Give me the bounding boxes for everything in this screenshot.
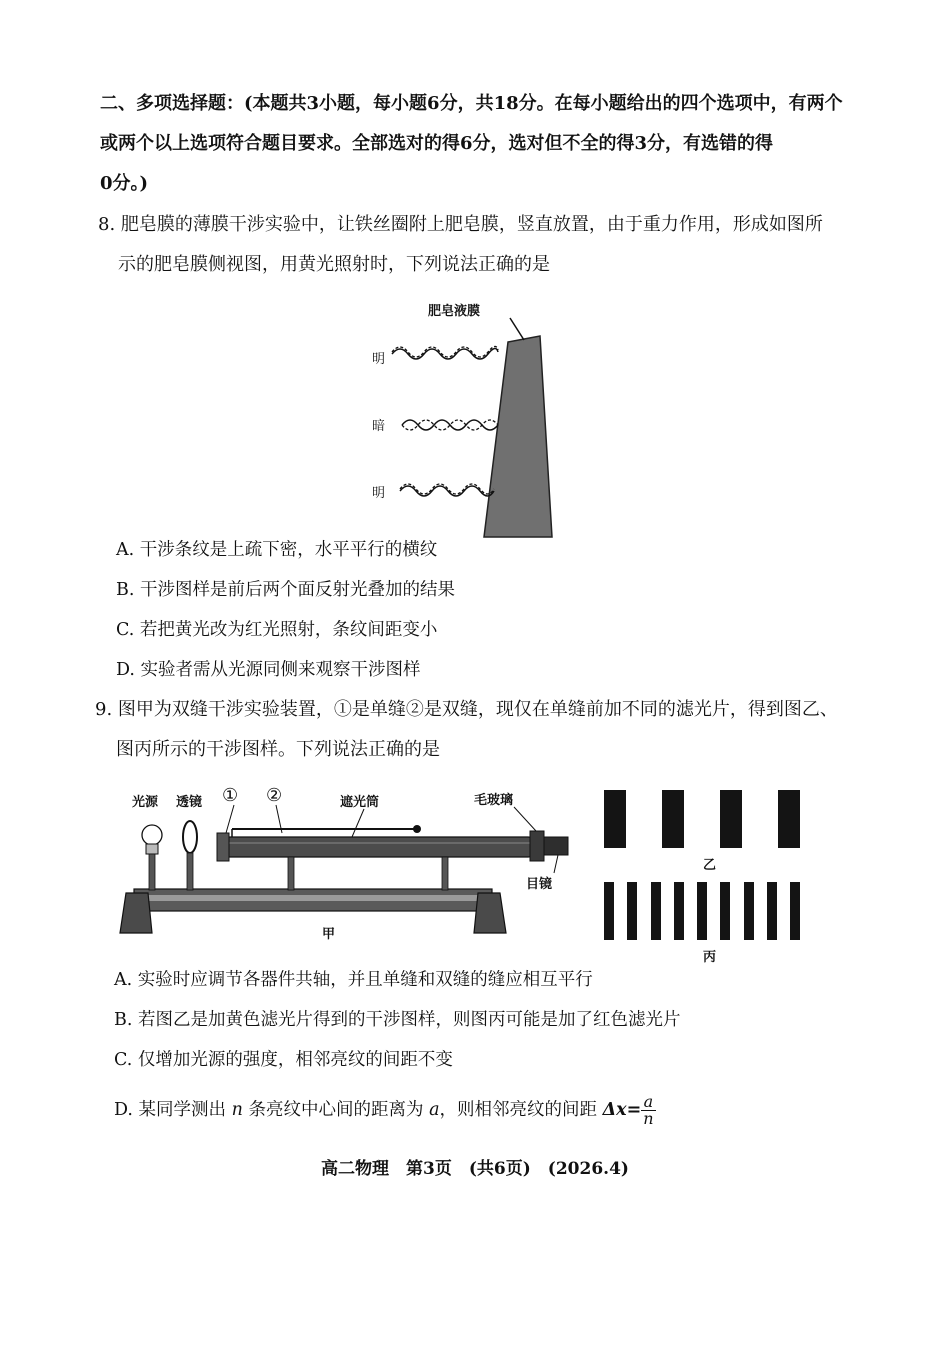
leader-glass: [514, 807, 536, 831]
q9-option-c[interactable]: C. 仅增加光源的强度，相邻亮纹的间距不变: [114, 1050, 453, 1070]
bulb-base: [146, 844, 158, 854]
tube-post-left: [288, 857, 294, 890]
single-slit-label: ①: [222, 785, 239, 806]
bright-label-top: 明: [372, 352, 386, 367]
soap-film-wedge: [484, 336, 552, 537]
section-header-line2: 或两个以上选项符合题目要求。全部选对的得6分，选对但不全的得3分，有选错的得: [100, 133, 774, 154]
slit-holder: [217, 833, 229, 861]
tube-label: 遮光筒: [340, 795, 380, 810]
caption-jia: 甲: [322, 927, 336, 942]
q8-option-d[interactable]: D. 实验者需从光源同侧来观察干涉图样: [116, 660, 421, 680]
fringe-pattern-bing: [604, 882, 800, 940]
bulb-post: [149, 854, 155, 890]
film-pointer-line: [510, 318, 524, 340]
q9-stem-line1: 9. 图甲为双缝干涉实验装置，①是单缝②是双缝，现仅在单缝前加不同的滤光片，得到图乙、: [95, 699, 838, 720]
dark-fringe: [674, 882, 684, 940]
option-d-n: n: [231, 1100, 243, 1120]
option-d-post: ，则相邻亮纹的间距: [439, 1100, 597, 1120]
fraction-numerator: a: [641, 1094, 655, 1111]
wave-dark-solid: [402, 420, 498, 430]
dark-fringe: [720, 790, 742, 848]
rail-right-foot: [474, 893, 506, 933]
eyepiece-barrel: [544, 837, 568, 855]
leader-eyepiece: [554, 855, 558, 873]
dark-fringe: [662, 790, 684, 848]
q8-option-c[interactable]: C. 若把黄光改为红光照射，条纹间距变小: [116, 620, 438, 640]
option-d-pre: D. 某同学测出: [114, 1100, 227, 1120]
light-source-label: 光源: [132, 795, 159, 810]
dark-fringe: [697, 882, 707, 940]
eyepiece-label: 目镜: [526, 877, 553, 892]
option-d-fraction: [641, 1094, 655, 1127]
dark-fringe: [744, 882, 754, 940]
soap-film-figure: [360, 292, 590, 542]
q8-stem-line1: 8. 肥皂膜的薄膜干涉实验中，让铁丝圈附上肥皂膜，竖直放置，由于重力作用，形成如图所: [98, 214, 823, 235]
film-label: 肥皂液膜: [428, 304, 481, 319]
dark-fringe: [767, 882, 777, 940]
dark-fringe: [627, 882, 637, 940]
lens-post: [187, 853, 193, 890]
soap-film-diagram: [360, 292, 590, 542]
fraction-denominator: n: [643, 1109, 654, 1128]
lens-shape: [183, 821, 197, 853]
q9-option-b[interactable]: B. 若图乙是加黄色滤光片得到的干涉图样，则图丙可能是加了红色滤光片: [114, 1010, 681, 1030]
double-slit-label: ②: [266, 785, 283, 806]
q9-option-d[interactable]: [114, 1094, 656, 1127]
q8-option-b[interactable]: B. 干涉图样是前后两个面反射光叠加的结果: [116, 580, 455, 600]
q9-option-a[interactable]: A. 实验时应调节各器件共轴，并且单缝和双缝的缝应相互平行: [114, 970, 593, 990]
leader-tube: [352, 809, 364, 837]
ground-glass-label: 毛玻璃: [474, 793, 514, 808]
dark-fringe: [790, 882, 800, 940]
dark-fringe: [720, 882, 730, 940]
q8-option-a[interactable]: A. 干涉条纹是上疏下密，水平平行的横纹: [116, 540, 438, 560]
rail-left-foot: [120, 893, 152, 933]
double-slit-apparatus: [112, 785, 582, 950]
section-header-line3: 0分。): [100, 173, 149, 194]
caption-bing: 丙: [703, 950, 717, 965]
dark-label: 暗: [372, 419, 386, 434]
tube-post-right: [442, 857, 448, 890]
option-d-eq: =: [626, 1100, 642, 1120]
option-d-mid: 条亮纹中心间的距离为: [248, 1100, 424, 1120]
rail-scale: [138, 895, 488, 901]
q9-stem-line2: 图丙所示的干涉图样。下列说法正确的是: [116, 739, 440, 760]
dark-fringe: [778, 790, 800, 848]
dark-fringe: [651, 882, 661, 940]
bright-label-bottom: 明: [372, 486, 386, 501]
q8-stem-line2: 示的肥皂膜侧视图，用黄光照射时，下列说法正确的是: [118, 254, 550, 275]
option-d-a: a: [429, 1100, 440, 1120]
page-footer: 高二物理 第3页 (共6页) (2026.4): [321, 1159, 629, 1179]
wave-bright1-solid: [392, 348, 498, 359]
light-shield-tube: [224, 837, 534, 857]
lens-label: 透镜: [176, 795, 203, 810]
wave-bright1-dashed: [392, 346, 498, 357]
caption-yi: 乙: [703, 858, 717, 873]
dark-fringe: [604, 882, 614, 940]
dark-fringe: [604, 790, 626, 848]
section-header-line1: 二、多项选择题：(本题共3小题，每小题6分，共18分。在每小题给出的四个选项中，有两个: [100, 93, 843, 114]
option-d-delta: Δx: [602, 1100, 627, 1120]
ground-glass-holder: [530, 831, 544, 861]
fringe-pattern-yi: [604, 790, 800, 848]
bulb: [142, 825, 162, 845]
rod-knob: [413, 825, 421, 833]
